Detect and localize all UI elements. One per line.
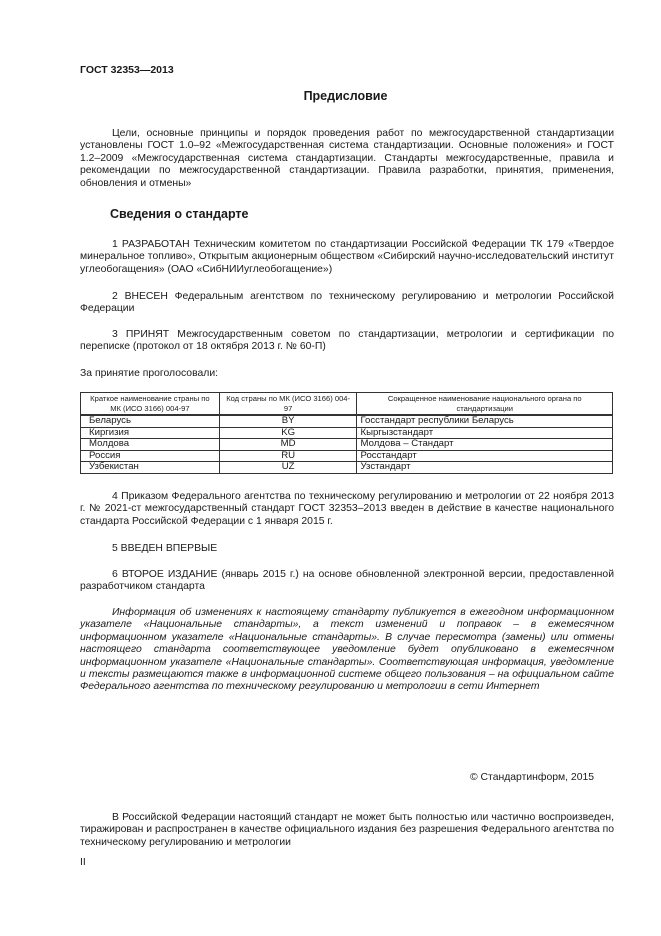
table-header-code: Код страны по МК (ИСО 3166) 004-97 (219, 393, 357, 416)
info-item-4: 4 Приказом Федерального агентства по техническому регулированию и метрологии от 22 ноября 2013 г. № 2021-ст межгосударственный стандарт ГОСТ 32353–2013 введен в действие в качестве национального стандарта Российской Федерации с 1 января 2015 г. (80, 491, 614, 527)
info-item-3: 3 ПРИНЯТ Межгосударственным советом по стандартизации, метрологии и сертификации по переписке (протокол от 18 октября 2013 г. № 60-П) (80, 329, 614, 353)
info-item-2: 2 ВНЕСЕН Федеральным агентством по техническому регулированию и метрологии Российской Федерации (80, 291, 614, 315)
table-cell-body: Росстандарт (357, 450, 613, 462)
table-cell-code: UZ (219, 462, 357, 474)
table-row (81, 427, 613, 439)
page-number: II (80, 857, 86, 868)
table-cell-code: MD (219, 439, 357, 451)
table-cell-country: Узбекистан (81, 462, 220, 474)
info-item-5: 5 ВВЕДЕН ВПЕРВЫЕ (112, 543, 218, 554)
voted-label: За принятие проголосовали: (80, 368, 219, 379)
table-cell-code: KG (219, 427, 357, 439)
table-header-body: Сокращенное наименование национального органа по стандартизации (357, 393, 613, 416)
table-row (81, 450, 613, 462)
preface-title: Предисловие (303, 89, 388, 103)
table-header-country: Краткое наименование страны по МК (ИСО 3166) 004-97 (81, 393, 220, 416)
info-item-1: 1 РАЗРАБОТАН Техническим комитетом по стандартизации Российской Федерации ТК 179 «Твердое минеральное топливо», Открытым акционерным обществом «Сибирский научно-исследовательский институт углеобогащения» (ОАО «СибНИИуглеобогащение») (80, 239, 614, 275)
table-cell-code: BY (219, 415, 357, 427)
changes-notice: Информация об изменениях к настоящему стандарту публикуется в ежегодном информационном указателе «Национальные стандарты», а текст изменений и поправок – в ежемесячном информационном указателе «Национальные стандарты». В случае пересмотра (замены) или отмены настоящего стандарта соответствующее уведомление будет опубликовано в ежемесячном информационном указателе «Национальные стандарты». Соответствующая информация, уведомление и тексты размещаются также в информационной системе общего пользования – на официальном сайте Федерального агентства по техническому регулированию и метрологии в сети Интернет (80, 607, 614, 693)
table-header-row (81, 393, 613, 416)
table-cell-body: Узстандарт (357, 462, 613, 474)
table-cell-body: Госстандарт республики Беларусь (357, 415, 613, 427)
copyright: © Стандартинформ, 2015 (470, 772, 595, 783)
document-code: ГОСТ 32353—2013 (80, 64, 174, 76)
reproduction-notice: В Российской Федерации настоящий стандарт не может быть полностью или частично воспроизведен, тиражирован и распространен в качестве официального издания без разрешения Федерального агентства по техническому регулированию и метрологии (80, 812, 614, 848)
table-cell-country: Россия (81, 450, 220, 462)
info-item-6: 6 ВТОРОЕ ИЗДАНИЕ (январь 2015 г.) на основе обновленной электронной версии, предоставленной разработчиком стандарта (80, 569, 614, 593)
table-row (81, 439, 613, 451)
standard-info-title: Сведения о стандарте (110, 207, 249, 221)
table-cell-country: Киргизия (81, 427, 220, 439)
table-cell-country: Беларусь (81, 415, 220, 427)
table-row (81, 462, 613, 474)
table-row (81, 415, 613, 427)
table-cell-code: RU (219, 450, 357, 462)
table-cell-country: Молдова (81, 439, 220, 451)
table-cell-body: Молдова – Стандарт (357, 439, 613, 451)
table-cell-body: Кыргызстандарт (357, 427, 613, 439)
preface-paragraph: Цели, основные принципы и порядок проведения работ по межгосударственной стандартизации установлены ГОСТ 1.0–92 «Межгосударственная система стандартизации. Основные положения» и ГОСТ 1.2–2009 «Межгосударственная система стандартизации. Стандарты межгосударственные, правила и рекомендации по межгосударственной стандартизации. Правила разработки, принятия, применения, обновления и отмены» (80, 128, 614, 189)
voting-table (80, 392, 613, 474)
